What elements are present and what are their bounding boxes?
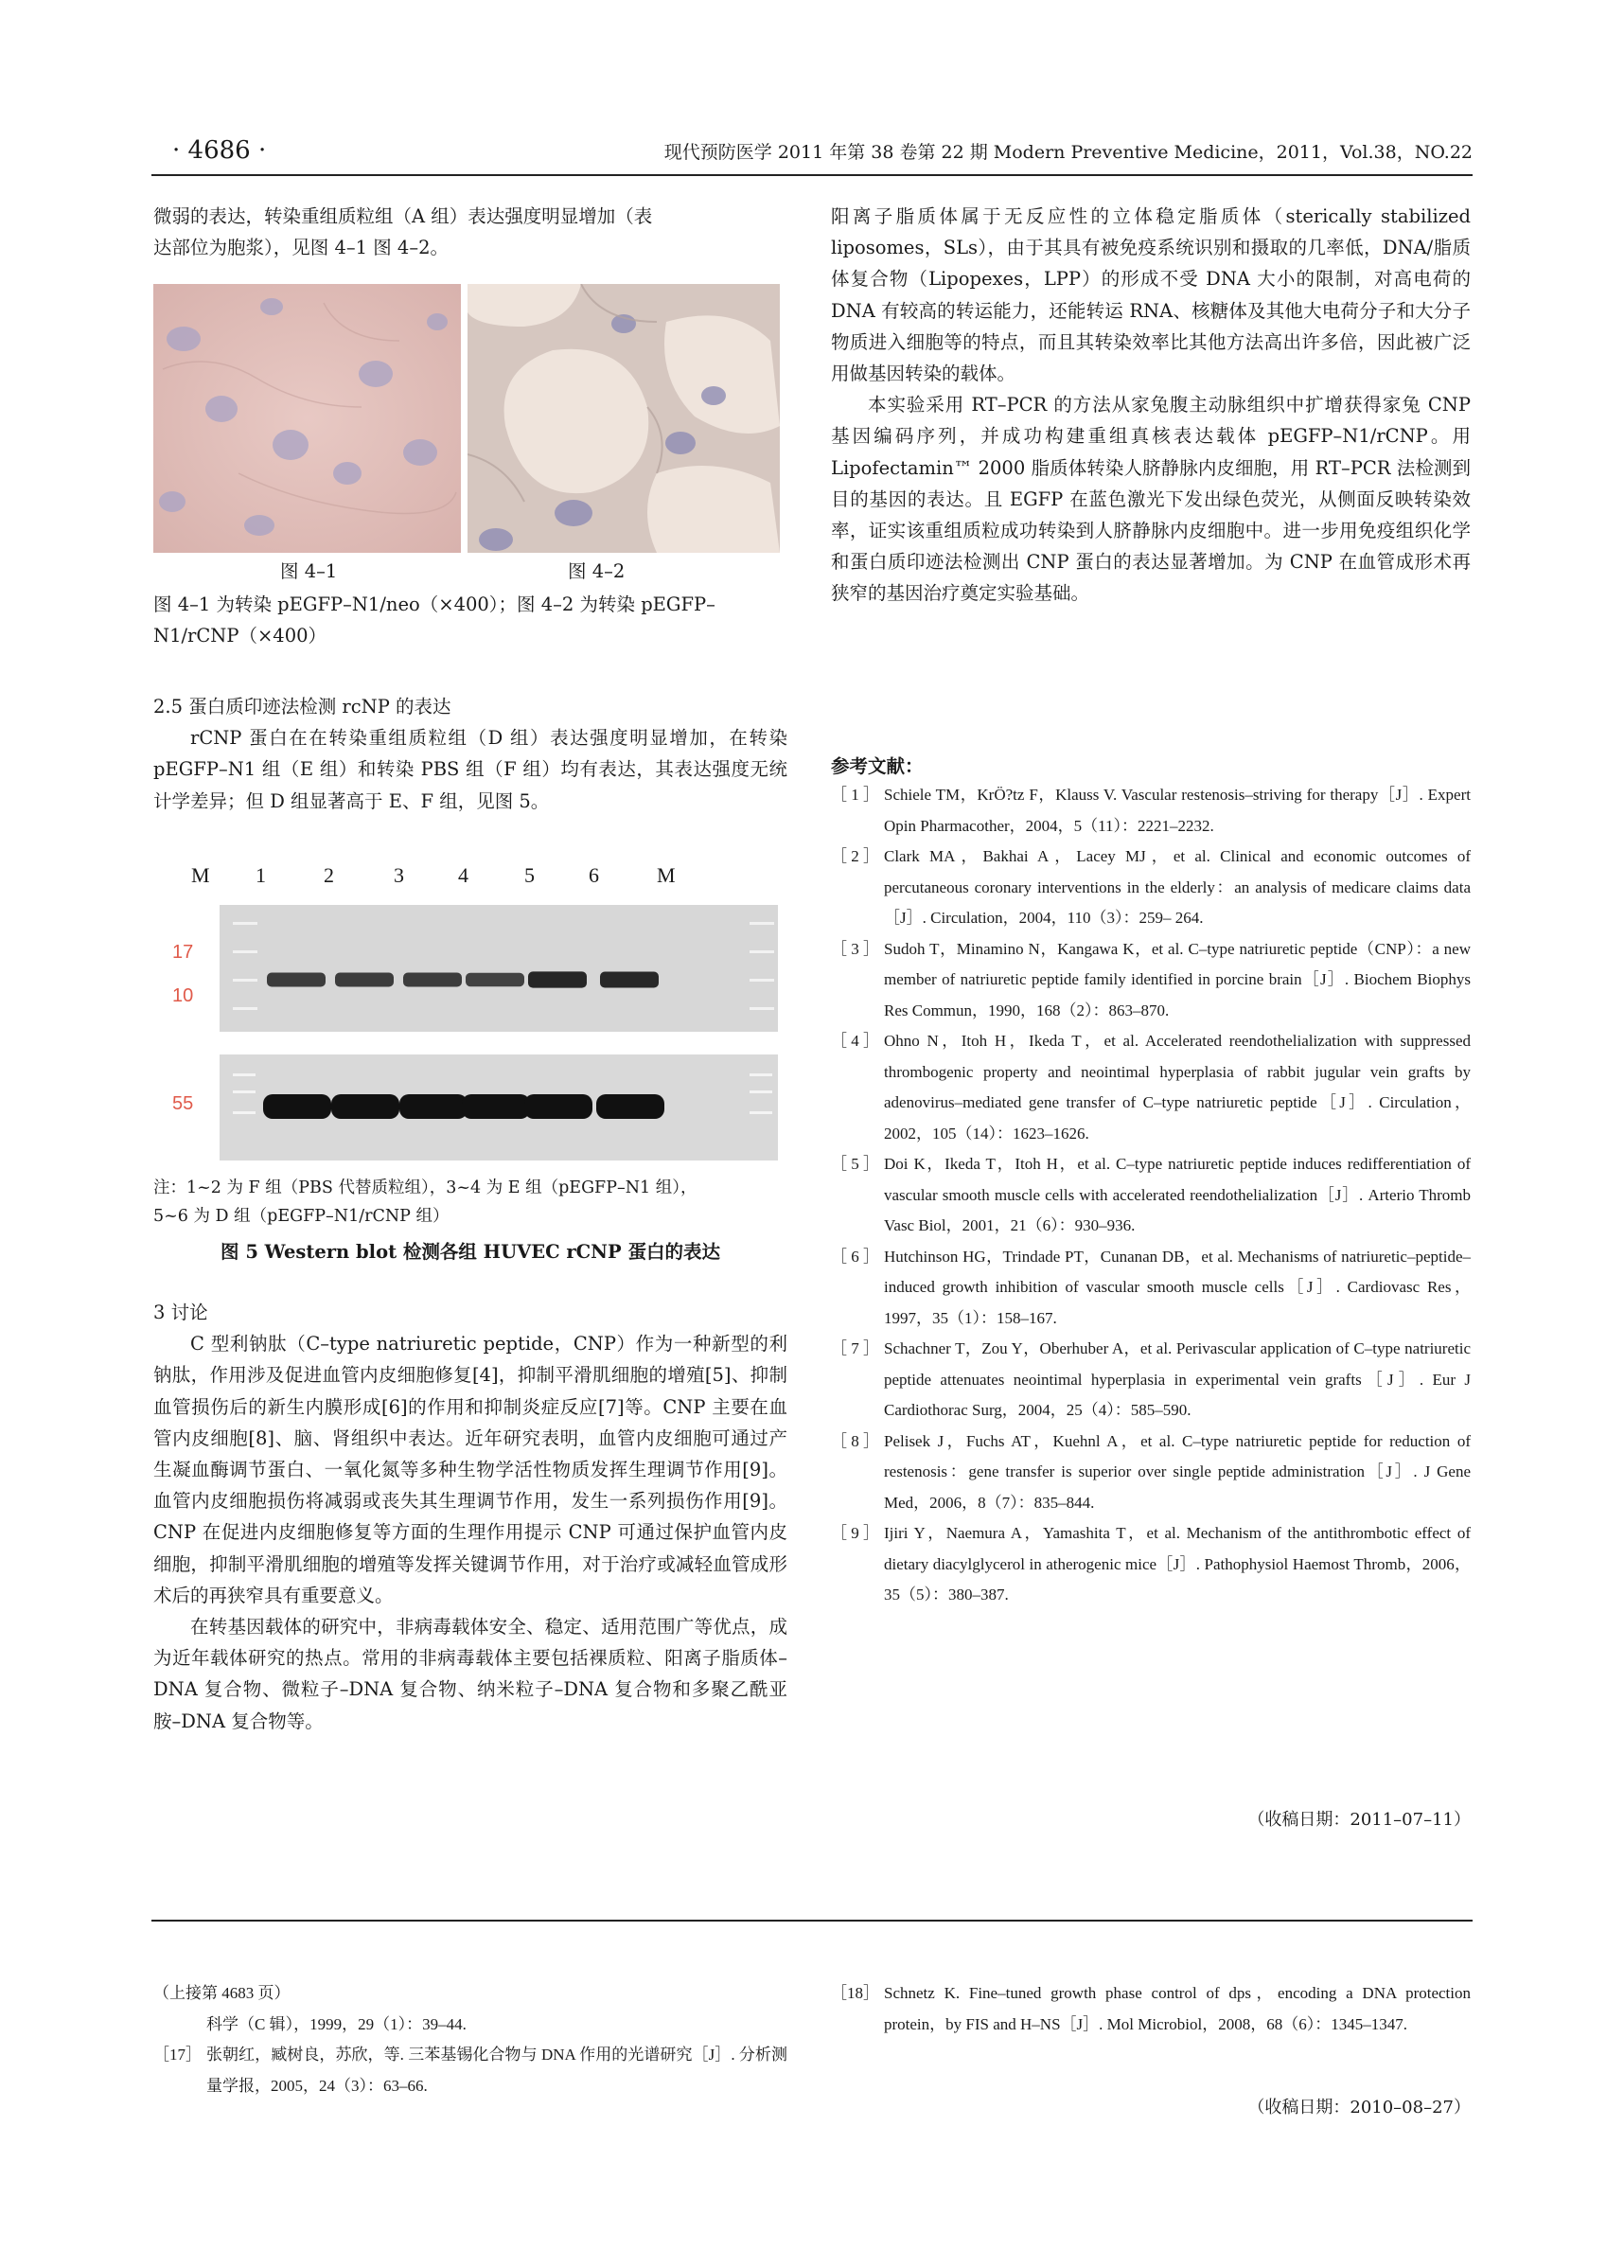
reference-item	[831, 934, 1471, 1027]
marker-ladder-band	[750, 979, 774, 982]
rcnp-band	[600, 971, 659, 987]
lane-label: M	[191, 863, 210, 887]
reference-text: Hutchinson HG，Trindade PT，Cunanan DB，et al. Mechanisms of natriuretic–peptide–induced growth inhibition of vascular smooth muscle cells［J］. Cardiovasc Res，1997，35（1）：158–167.	[884, 1247, 1471, 1327]
reference-text: Ohno N，Itoh H，Ikeda T，et al. Accelerated reendothelialization with suppressed thrombogenic property and neointimal hyperplasia of rabbit jugular vein grafts by adenovirus–mediated gene transfer of C–type natriuretic peptide［J］. Circulation，2002，105（14）：1623–1626.	[884, 1032, 1471, 1143]
section-2-5	[153, 691, 787, 817]
discussion-continued	[831, 201, 1471, 610]
marker-ladder-band	[750, 1073, 772, 1076]
loading-control-band	[524, 1094, 592, 1119]
continued-references	[153, 1978, 787, 2101]
marker-55: 55	[172, 1093, 194, 1114]
paragraph: 阳离子脂质体属于无反应性的立体稳定脂质体（sterically stabilized liposomes，SLs），由于其具有被免疫系统识别和摄取的几率低，DNA/脂质体复合物（Lipopexes，LPP）的形成不受 DNA 大小的限制，对高电荷的 DNA 有较高的转运能力，还能转运 RNA、核糖体及其他大电荷分子和大分子物质进入细胞等的特点，而且其转染效率比其他方法高出许多倍，因此被广泛用做基因转染的载体。	[831, 205, 1471, 385]
rcnp-band	[466, 973, 524, 986]
rcnp-band	[528, 971, 587, 987]
references-title: 参考文献：	[831, 755, 924, 777]
section-paragraph: 在转基因载体的研究中，非病毒载体安全、稳定、适用范围广等优点，成为近年载体研究的热点。常用的非病毒载体主要包括裸质粒、阳离子脂质体–DNA 复合物、微粒子–DNA 复合物、纳米粒子–DNA 复合物和多聚乙酰亚胺–DNA 复合物等。	[153, 1616, 787, 1732]
section-paragraph: C 型利钠肽（C–type natriuretic peptide，CNP）作为一种新型的利钠肽，作用涉及促进血管内皮细胞修复[4]，抑制平滑肌细胞的增殖[5]、抑制血管损伤后的新生内膜形成[6]的作用和抑制炎症反应[7]等。CNP 主要在血管内皮细胞[8]、脑、肾组织中表达。近年研究表明，血管内皮细胞可通过产生凝血酶调节蛋白、一氧化氮等多种生物学活性物质发挥生理调节作用[9]。血管内皮细胞损伤将减弱或丧失其生理调节作用，发生一系列损伤作用[9]。CNP 在促进内皮细胞修复等方面的生理作用提示 CNP 可通过保护血管内皮细胞，抑制平滑肌细胞的增殖等发挥关键调节作用，对于治疗或减轻血管成形术后的再狭窄具有重要意义。	[153, 1333, 787, 1606]
reference-number: ［ 8 ］	[831, 1431, 879, 1450]
lane-label: 2	[324, 863, 334, 887]
received-date-footer: （收稿日期：2010–08–27）	[1247, 2098, 1471, 2117]
section-text: rCNP 蛋白在在转染重组质粒组（D 组）表达强度明显增加，在转染 pEGFP–N1 组（E 组）和转染 PBS 组（F 组）均有表达，其表达强度无统计学差异；但 D 组显著高于 E、F 组，见图 5。	[153, 727, 787, 812]
received-date: （收稿日期：2011–07–11）	[1247, 1810, 1471, 1830]
lane-label: M	[657, 863, 676, 887]
reference-text: Pelisek J，Fuchs AT，Kuehnl A，et al. C–type natriuretic peptide for reduction of restenosis：gene transfer is superior over single peptide administration［J］. J Gene Med，2006，8（7）：835–844.	[884, 1431, 1471, 1512]
marker-ladder-band	[233, 1111, 256, 1114]
continued-references-right	[831, 1978, 1471, 2040]
figure-4-2-photo	[468, 284, 780, 553]
reference-number: ［ 2 ］	[831, 847, 879, 865]
reference-text: Sudoh T，Minamino N，Kangawa K，et al. C–type natriuretic peptide（CNP）：a new member of natriuretic peptide family identified in porcine brain［J］. Biochem Biophys Res Commun，1990，168（2）：863–870.	[884, 939, 1471, 1019]
reference-item	[831, 1334, 1471, 1426]
loading-control-band	[331, 1094, 399, 1119]
reference-number: ［ 9 ］	[831, 1524, 879, 1542]
journal-header: 现代预防医学 2011 年第 38 卷第 22 期 Modern Preventive Medicine，2011，Vol.38，NO.22	[663, 142, 1473, 163]
marker-ladder-band	[233, 1073, 256, 1076]
figure-4-1-photo	[153, 284, 461, 553]
marker-ladder-band	[750, 1007, 774, 1010]
rcnp-band	[267, 973, 326, 987]
reference-text: Ijiri Y，Naemura A，Yamashita T，et al. Mechanism of the antithrombotic effect of dietary diacylglycerol in atherogenic mice［J］. Pathophysiol Haemost Thromb，2006，35（5）：380–387.	[884, 1524, 1471, 1604]
marker-ladder-band	[750, 922, 774, 925]
marker-ladder-band	[233, 979, 257, 982]
reference-number: ［ 6 ］	[831, 1247, 879, 1266]
marker-17: 17	[172, 942, 194, 963]
figure-4-caption	[153, 589, 787, 651]
reference-number: ［ 1 ］	[831, 786, 879, 804]
reference-text: Schnetz K. Fine–tuned growth phase control of dps，encoding a DNA protection protein，by FIS and H–NS［J］. Mol Microbiol，2008，68（6）：1345–1347.	[884, 1984, 1471, 2033]
reference-item	[831, 1026, 1471, 1149]
reference-text: Doi K，Ikeda T，Itoh H，et al. C–type natriuretic peptide induces redifferentiation of vascular smooth muscle cells with accelerated reendothelialization［J］. Arterio Thromb Vasc Biol，2001，21（6）：930–936.	[884, 1155, 1471, 1234]
loading-control-band	[399, 1094, 468, 1119]
marker-ladder-band	[750, 950, 774, 953]
reference-item	[831, 842, 1471, 934]
caption-line: N1/rCNP（×400）	[153, 625, 327, 647]
lane-label: 6	[589, 863, 599, 887]
rcnp-band	[335, 973, 394, 987]
section-title: 3 讨论	[153, 1302, 208, 1323]
marker-ladder-band	[750, 1090, 772, 1093]
continued-note: （上接第 4683 页）	[153, 1984, 291, 2002]
western-blot-svg	[153, 863, 780, 1164]
reference-text: Clark MA，Bakhai A，Lacey MJ，et al. Clinical and economic outcomes of percutaneous coronary interventions in the elderly：an analysis of medicare claims data［J］. Circulation，2004，110（3）：259– 264.	[884, 847, 1471, 927]
paragraph: 本实验采用 RT–PCR 的方法从家兔腹主动脉组织中扩增获得家兔 CNP 基因编码序列，并成功构建重组真核表达载体 pEGFP–N1/rCNP。用 Lipofectamin™ 2000 脂质体转染人脐静脉内皮细胞，用 RT–PCR 法检测到目的基因的表达。且 EGFP 在蓝色激光下发出绿色荧光，从侧面反映转染效率，证实该重组质粒成功转染到人脐静脉内皮细胞中。进一步用免疫组织化学和蛋白质印迹法检测出 CNP 蛋白的表达显著增加。为 CNP 在血管成形术再狭窄的基因治疗奠定实验基础。	[831, 394, 1471, 605]
reference-item	[153, 2040, 787, 2101]
intro-text	[153, 201, 787, 263]
reference-number: ［18］	[831, 1984, 879, 2002]
reference-number: ［ 4 ］	[831, 1032, 879, 1050]
lane-label: 1	[256, 863, 266, 887]
reference-item	[831, 1149, 1471, 1242]
loading-control-band	[596, 1094, 664, 1119]
reference-item	[831, 1978, 1471, 2040]
reference-item	[831, 780, 1471, 842]
caption-line: 图 4–1 为转染 pEGFP–N1/neo（×400）；图 4–2 为转染 pEGFP–	[153, 594, 715, 615]
marker-ladder-band	[233, 1090, 256, 1093]
marker-ladder-band	[233, 922, 257, 925]
ref-16-tail: 科学（C 辑），1999，29（1）：39–44.	[206, 2014, 467, 2033]
reference-item	[831, 1518, 1471, 1611]
reference-number: ［ 7 ］	[831, 1339, 879, 1357]
loading-control-band	[263, 1094, 331, 1119]
section-3	[153, 1297, 787, 1737]
page-number: · 4686 ·	[172, 136, 267, 165]
reference-text: Schiele TM，KrÖ?tz F，Klauss V. Vascular restenosis–striving for therapy［J］. Expert Opin Pharmacother，2004，5（11）：2221–2232.	[884, 786, 1471, 835]
header-rule	[151, 174, 1473, 176]
marker-ladder-band	[233, 950, 257, 953]
lane-label: 5	[524, 863, 535, 887]
intro-line: 微弱的表达，转染重组质粒组（A 组）表达强度明显增加（表	[153, 205, 653, 227]
reference-number: ［ 3 ］	[831, 939, 879, 958]
lane-label: 4	[458, 863, 468, 887]
upper-membrane	[220, 905, 778, 1032]
reference-number: ［ 5 ］	[831, 1155, 879, 1173]
figure-5-western-blot	[153, 863, 780, 1164]
figure-5-caption: 图 5 Western blot 检测各组 HUVEC rCNP 蛋白的表达	[221, 1241, 720, 1263]
reference-item	[831, 1242, 1471, 1335]
marker-ladder-band	[750, 1111, 772, 1114]
intro-line: 达部位为胞浆），见图 4–1 图 4–2。	[153, 237, 449, 259]
reference-list	[831, 780, 1471, 1611]
lane-label: 3	[394, 863, 404, 887]
loading-control-band	[462, 1094, 530, 1119]
marker-10: 10	[172, 985, 194, 1006]
footer-rule	[151, 1920, 1473, 1922]
note-line: 5~6 为 D 组（pEGFP–N1/rCNP 组）	[153, 1207, 450, 1226]
marker-ladder-band	[233, 1007, 257, 1010]
note-line: 注：1~2 为 F 组（PBS 代替质粒组），3~4 为 E 组（pEGFP–N1 组），	[153, 1178, 697, 1197]
reference-text: Schachner T，Zou Y，Oberhuber A，et al. Perivascular application of C–type natriuretic peptide attenuates neointimal hyperplasia in experimental vein grafts［J］. Eur J Cardiothorac Surg，2004，25（4）：585–590.	[884, 1339, 1471, 1419]
figure-5-note	[153, 1174, 787, 1231]
reference-number: ［17］	[153, 2046, 202, 2064]
reference-item	[831, 1426, 1471, 1519]
rcnp-band	[403, 973, 462, 987]
figure-4-2-label: 图 4–2	[568, 560, 626, 582]
reference-text: 张朝红，臧树良，苏欣，等. 三苯基锡化合物与 DNA 作用的光谱研究［J］. 分析测量学报，2005，24（3）：63–66.	[206, 2046, 787, 2095]
section-title: 2.5 蛋白质印迹法检测 rcNP 的表达	[153, 696, 451, 718]
figure-4-1-label: 图 4–1	[280, 560, 338, 582]
